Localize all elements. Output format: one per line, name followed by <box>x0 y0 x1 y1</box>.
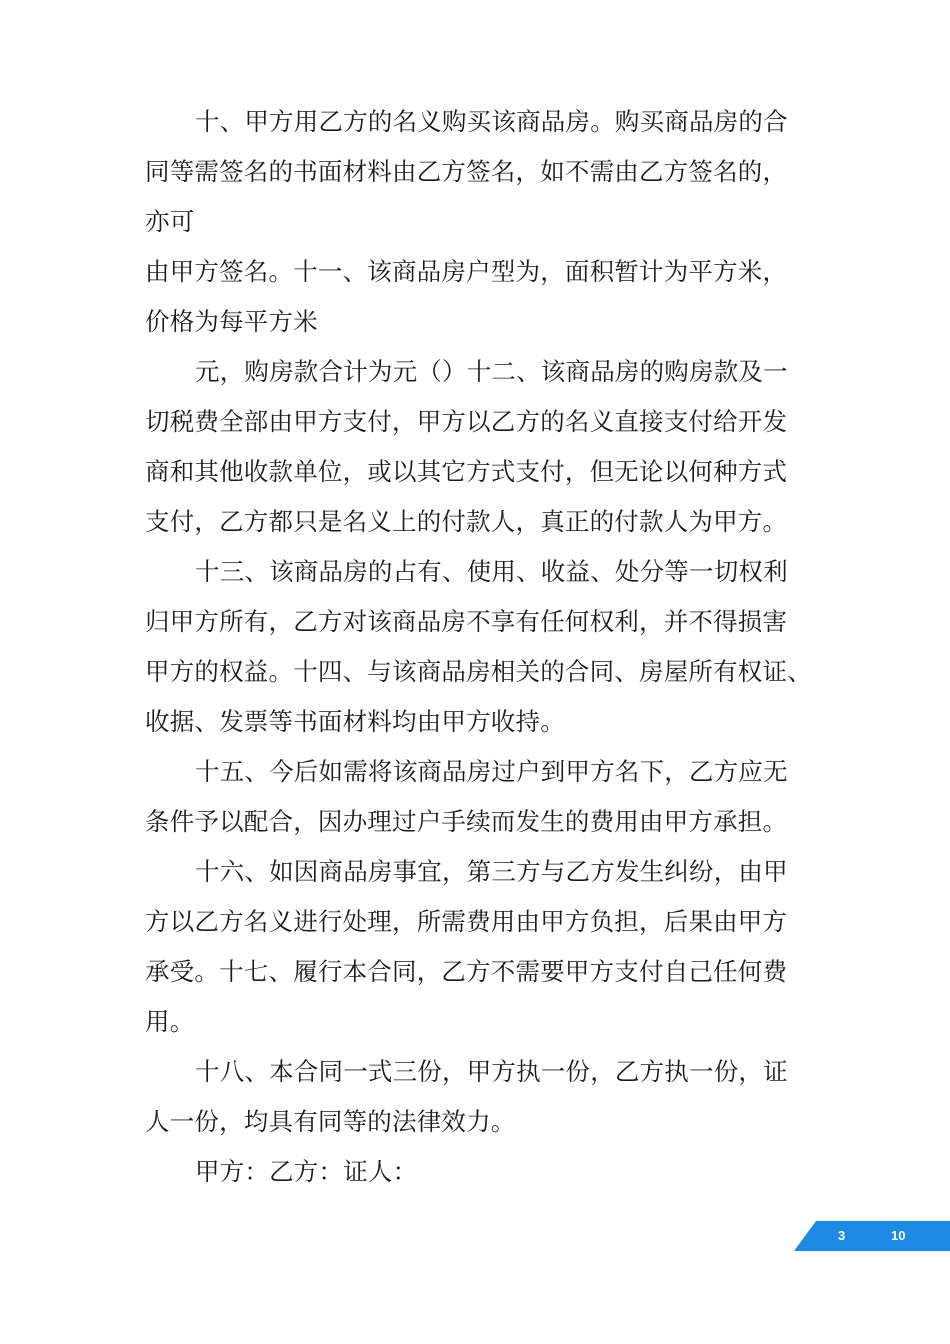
text-line: 十八、本合同一式三份，甲方执一份，乙方执一份，证 <box>195 1057 788 1086</box>
text-line: 十六、如因商品房事宜，第三方与乙方发生纠纷，由甲 <box>195 857 788 886</box>
text-line: 人一份，均具有同等的法律效力。 <box>145 1107 516 1136</box>
current-page-number: 3 <box>838 1228 846 1243</box>
text-line: 十五、今后如需将该商品房过户到甲方名下，乙方应无 <box>195 757 788 786</box>
text-line: 亦可 <box>145 207 195 236</box>
text-line: 甲方的权益。十四、与该商品房相关的合同、房屋所有权证、 <box>145 657 812 686</box>
text-line: 商和其他收款单位，或以其它方式支付，但无论以何种方式 <box>145 457 788 486</box>
text-line: 元，购房款合计为元（）十二、该商品房的购房款及一 <box>195 357 788 386</box>
text-line: 方以乙方名义进行处理，所需费用由甲方负担，后果由甲方 <box>145 907 788 936</box>
page-footer <box>794 1221 950 1251</box>
text-line: 十、甲方用乙方的名义购买该商品房。购买商品房的合 <box>195 107 788 136</box>
text-line: 切税费全部由甲方支付，甲方以乙方的名义直接支付给开发 <box>145 407 788 436</box>
text-line: 价格为每平方米 <box>145 307 318 336</box>
text-line: 归甲方所有，乙方对该商品房不享有任何权利，并不得损害 <box>145 607 788 636</box>
text-line: 支付，乙方都只是名义上的付款人，真正的付款人为甲方。 <box>145 507 788 536</box>
signature-line: 甲方：乙方：证人： <box>195 1157 418 1186</box>
document-body <box>145 97 810 1197</box>
text-line: 同等需签名的书面材料由乙方签名，如不需由乙方签名的， <box>145 157 788 186</box>
text-line: 由甲方签名。十一、该商品房户型为，面积暂计为平方米， <box>145 257 788 286</box>
text-line: 收据、发票等书面材料均由甲方收持。 <box>145 707 565 736</box>
footer-banner <box>794 1221 950 1251</box>
text-line: 用。 <box>145 1007 195 1036</box>
text-line: 十三、该商品房的占有、使用、收益、处分等一切权利 <box>195 557 788 586</box>
text-line: 承受。十七、履行本合同，乙方不需要甲方支付自己任何费 <box>145 957 788 986</box>
text-line: 条件予以配合，因办理过户手续而发生的费用由甲方承担。 <box>145 807 788 836</box>
total-page-count: 10 <box>891 1228 906 1243</box>
